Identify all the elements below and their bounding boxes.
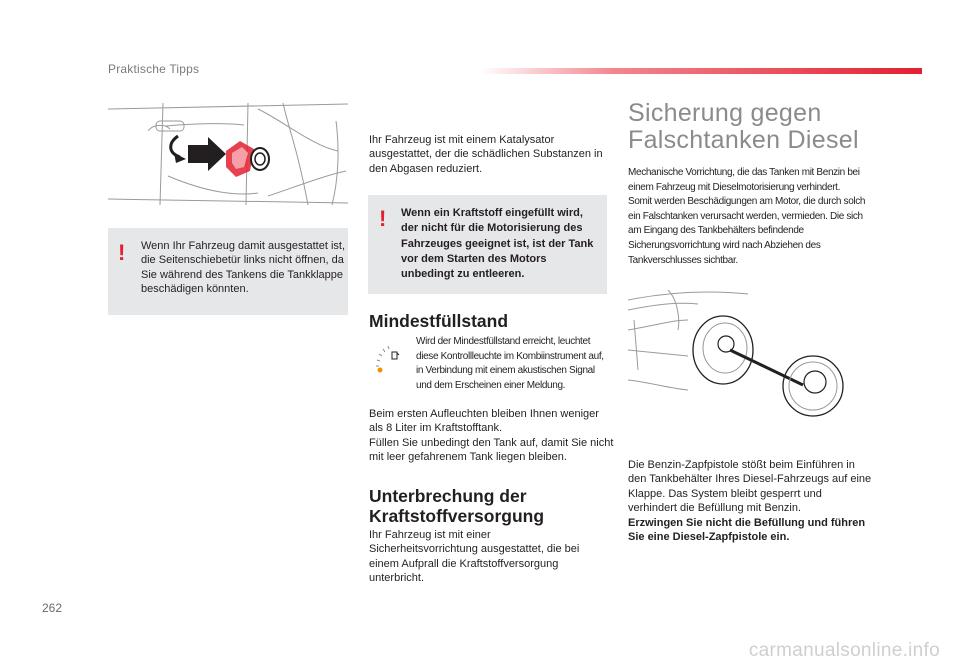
header-rule	[480, 68, 922, 74]
misfuelling-body-bold: Erzwingen Sie nicht die Befüllung und führen Sie eine Diesel-Zapfpistole ein.	[628, 517, 866, 544]
min-level-heading: Mindestfüllstand	[369, 311, 509, 331]
warning-text: Wenn ein Kraftstoff eingefüllt wird, der nicht für die Motorisierung des Fahrzeuges geeignet ist, ist der Tank vor dem Starten des Motors unbedingt zu entleeren.	[401, 207, 594, 281]
min-level-indicator-text: Wird der Mindestfüllstand erreicht, leuchtet diese Kontrollleuchte im Kombiinstrument auf, in Verbindung mit einem akustischen Signal und dem Erscheinen einer Meldung.	[416, 336, 604, 391]
exclamation-icon: !	[118, 240, 126, 265]
filler-neck-drawing	[628, 290, 868, 440]
watermark: carmanualsonline.info	[748, 640, 940, 661]
fuel-interruption-heading: Unterbrechung der Kraftstoffversorgung	[369, 486, 545, 526]
fuel-interruption-body: Ihr Fahrzeug ist mit einer Sicherheitsvorrichtung ausgestattet, die bei einem Aufprall die Kraftstoffversorgung unterbricht.	[369, 529, 580, 584]
filler-neck-illustration	[628, 290, 868, 440]
exclamation-icon: !	[379, 206, 387, 231]
section-label: Praktische Tipps	[108, 62, 200, 76]
fuel-flap-drawing	[108, 101, 348, 206]
warning-text: Wenn Ihr Fahrzeug damit ausgestattet ist, die Seitenschiebetür links nicht öffnen, da Sie während des Tankens die Tankklappe beschädigen könnten.	[141, 240, 346, 295]
fuel-gauge-icon	[374, 340, 404, 374]
fuel-flap-illustration	[108, 101, 348, 206]
misfuelling-body: Die Benzin-Zapfpistole stößt beim Einführen in den Tankbehälter Ihres Diesel-Fahrzeugs auf eine Klappe. Das System bleibt gesperrt und verhindert die Befüllung mit Benzin.	[628, 459, 872, 514]
warning-box-wrong-fuel	[368, 195, 607, 294]
page-number: 262	[42, 601, 63, 615]
fuel-gauge-drawing	[374, 340, 404, 374]
misfuelling-title: Sicherung gegen Falschtanken Diesel	[628, 99, 859, 154]
warning-box-sliding-door	[108, 228, 348, 315]
misfuelling-intro: Mechanische Vorrichtung, die das Tanken mit Benzin bei einem Fahrzeug mit Dieselmotorisierung verhindert. Somit werden Beschädigungen am Motor, die durch solch ein Falschtanken verursacht werden, vermieden. Die sich am Eingang des Tankbehälters befindende Sicherungsvorrichtung wird nach Abziehen des Tankverschlusses sichtbar.	[628, 167, 866, 266]
min-level-body-1: Beim ersten Aufleuchten bleiben Ihnen weniger als 8 Liter im Kraftstofftank.	[369, 408, 599, 435]
catalyst-text: Ihr Fahrzeug ist mit einem Katalysator ausgestattet, der die schädlichen Substanzen in den Abgasen reduziert.	[369, 134, 603, 175]
min-level-body-2: Füllen Sie unbedingt den Tank auf, damit Sie nicht mit leer gefahrenem Tank liegen bleiben.	[369, 437, 614, 464]
